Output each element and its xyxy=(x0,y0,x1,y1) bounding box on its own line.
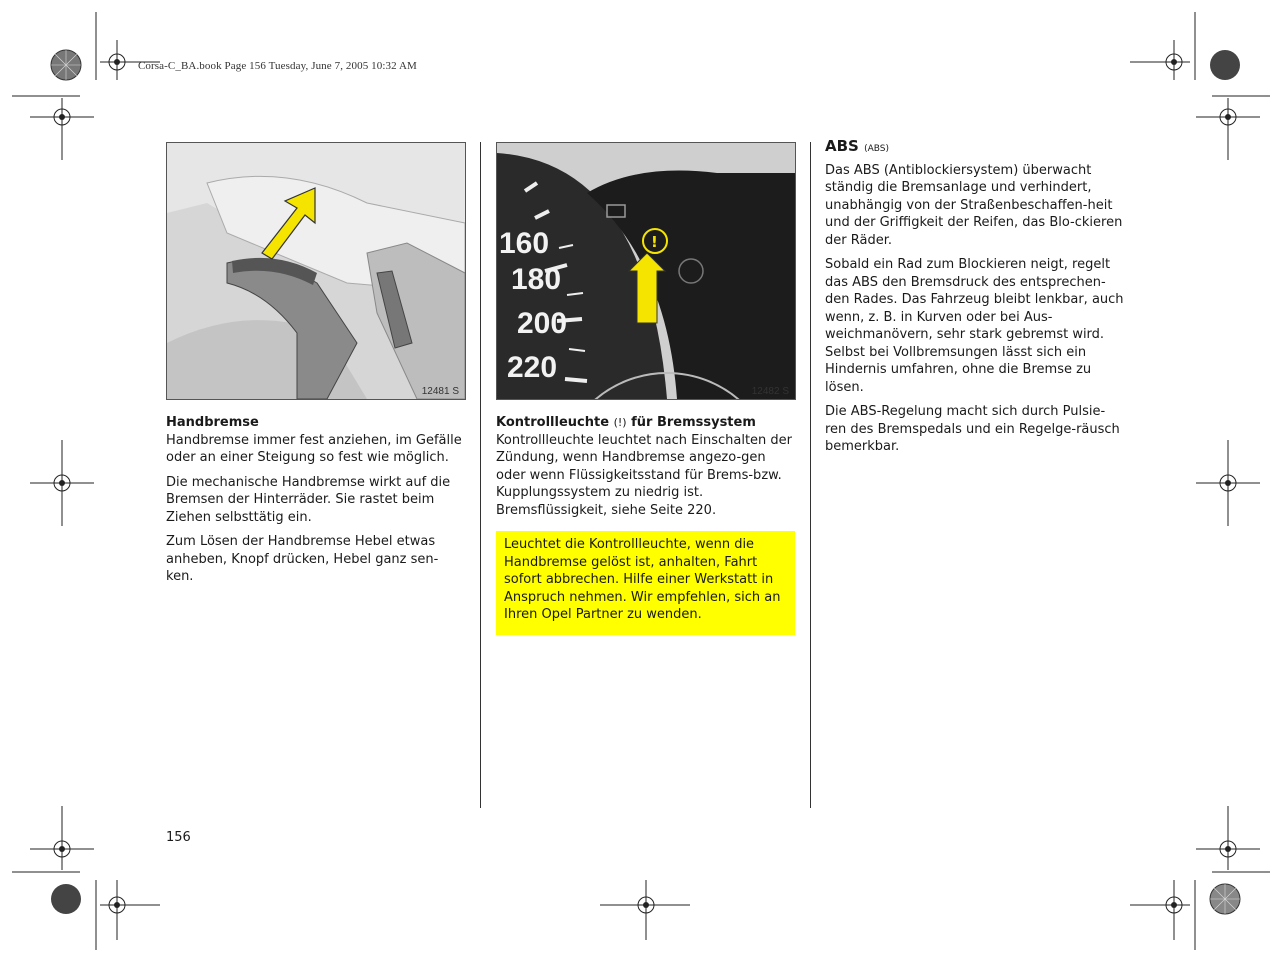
handbrake-illustration xyxy=(166,142,466,400)
gauge-label: 200 xyxy=(517,307,568,340)
paragraph: Handbremse immer fest anziehen, im Gefälle oder an einer Steigung so fest wie möglich. xyxy=(166,432,462,465)
column-abs xyxy=(825,138,1125,463)
paragraph: Das ABS (Antiblockiersystem) überwacht ständig die Bremsanlage und verhindert, unabhängig von der Straßenbeschaffen-heit und der Griffigkeit der Reifen, das Blo-ckieren der Räder. xyxy=(825,162,1123,248)
abs-warning-icon: (ABS) xyxy=(864,144,890,154)
column-brake-warning xyxy=(496,414,794,526)
column-divider xyxy=(810,142,811,808)
paragraph: Zum Lösen der Handbremse Hebel etwas anheben, Knopf drücken, Hebel ganz sen-ken. xyxy=(166,534,439,584)
svg-text:!: ! xyxy=(651,233,658,251)
warning-notice: Leuchtet die Kontrollleuchte, wenn die Handbremse gelöst ist, anhalten, Fahrt sofort abbrechen. Hilfe einer Werkstatt in Anspruch nehmen. Wir empfehlen, sich an Ihren Opel Partner zu wenden. xyxy=(496,531,795,635)
section-heading-handbrake: Handbremse xyxy=(166,415,259,430)
section-heading-brake-system: Kontrollleuchte (!) für Bremssystem xyxy=(496,415,756,430)
column-divider xyxy=(480,142,481,808)
section-heading-abs: ABS (ABS) xyxy=(825,137,890,155)
brake-warning-icon: (!) xyxy=(613,416,627,429)
column-handbrake xyxy=(166,414,462,593)
gauge-label: 160 xyxy=(499,227,550,260)
book-info-header: Corsa-C_BA.book Page 156 Tuesday, June 7, 2005 10:32 AM xyxy=(138,60,417,72)
paragraph: Die mechanische Handbremse wirkt auf die Bremsen der Hinterräder. Sie rastet beim Ziehen selbsttätig ein. xyxy=(166,474,451,525)
figure-id-label: 12482 S xyxy=(751,386,789,397)
paragraph: Sobald ein Rad zum Blockieren neigt, regelt das ABS den Bremsdruck des entsprechen-den Rades. Das Fahrzeug bleibt lenkbar, auch wenn, z. B. in Kurven oder bei Aus-weichmanövern, sehr stark gebremst wird. Selbst bei Vollbremsungen lässt sich ein Hindernis umfahren, ohne die Bremse zu lösen. xyxy=(825,257,1124,395)
paragraph: Die ABS-Regelung macht sich durch Pulsie-ren des Bremspedals und ein Regelge-räusch bemerkbar. xyxy=(825,404,1120,454)
paragraph: Kontrollleuchte leuchtet nach Einschalten der Zündung, wenn Handbremse angezo-gen oder wenn Flüssigkeitsstand für Brems-bzw. Kupplungssystem zu niedrig ist. Bremsflüssigkeit, siehe Seite 220. xyxy=(496,432,793,518)
gauge-label: 220 xyxy=(507,351,558,384)
page-number: 156 xyxy=(166,830,191,845)
figure-id-label: 12481 S xyxy=(421,386,459,397)
instrument-cluster-illustration xyxy=(496,142,796,400)
gauge-label: 180 xyxy=(511,263,562,296)
